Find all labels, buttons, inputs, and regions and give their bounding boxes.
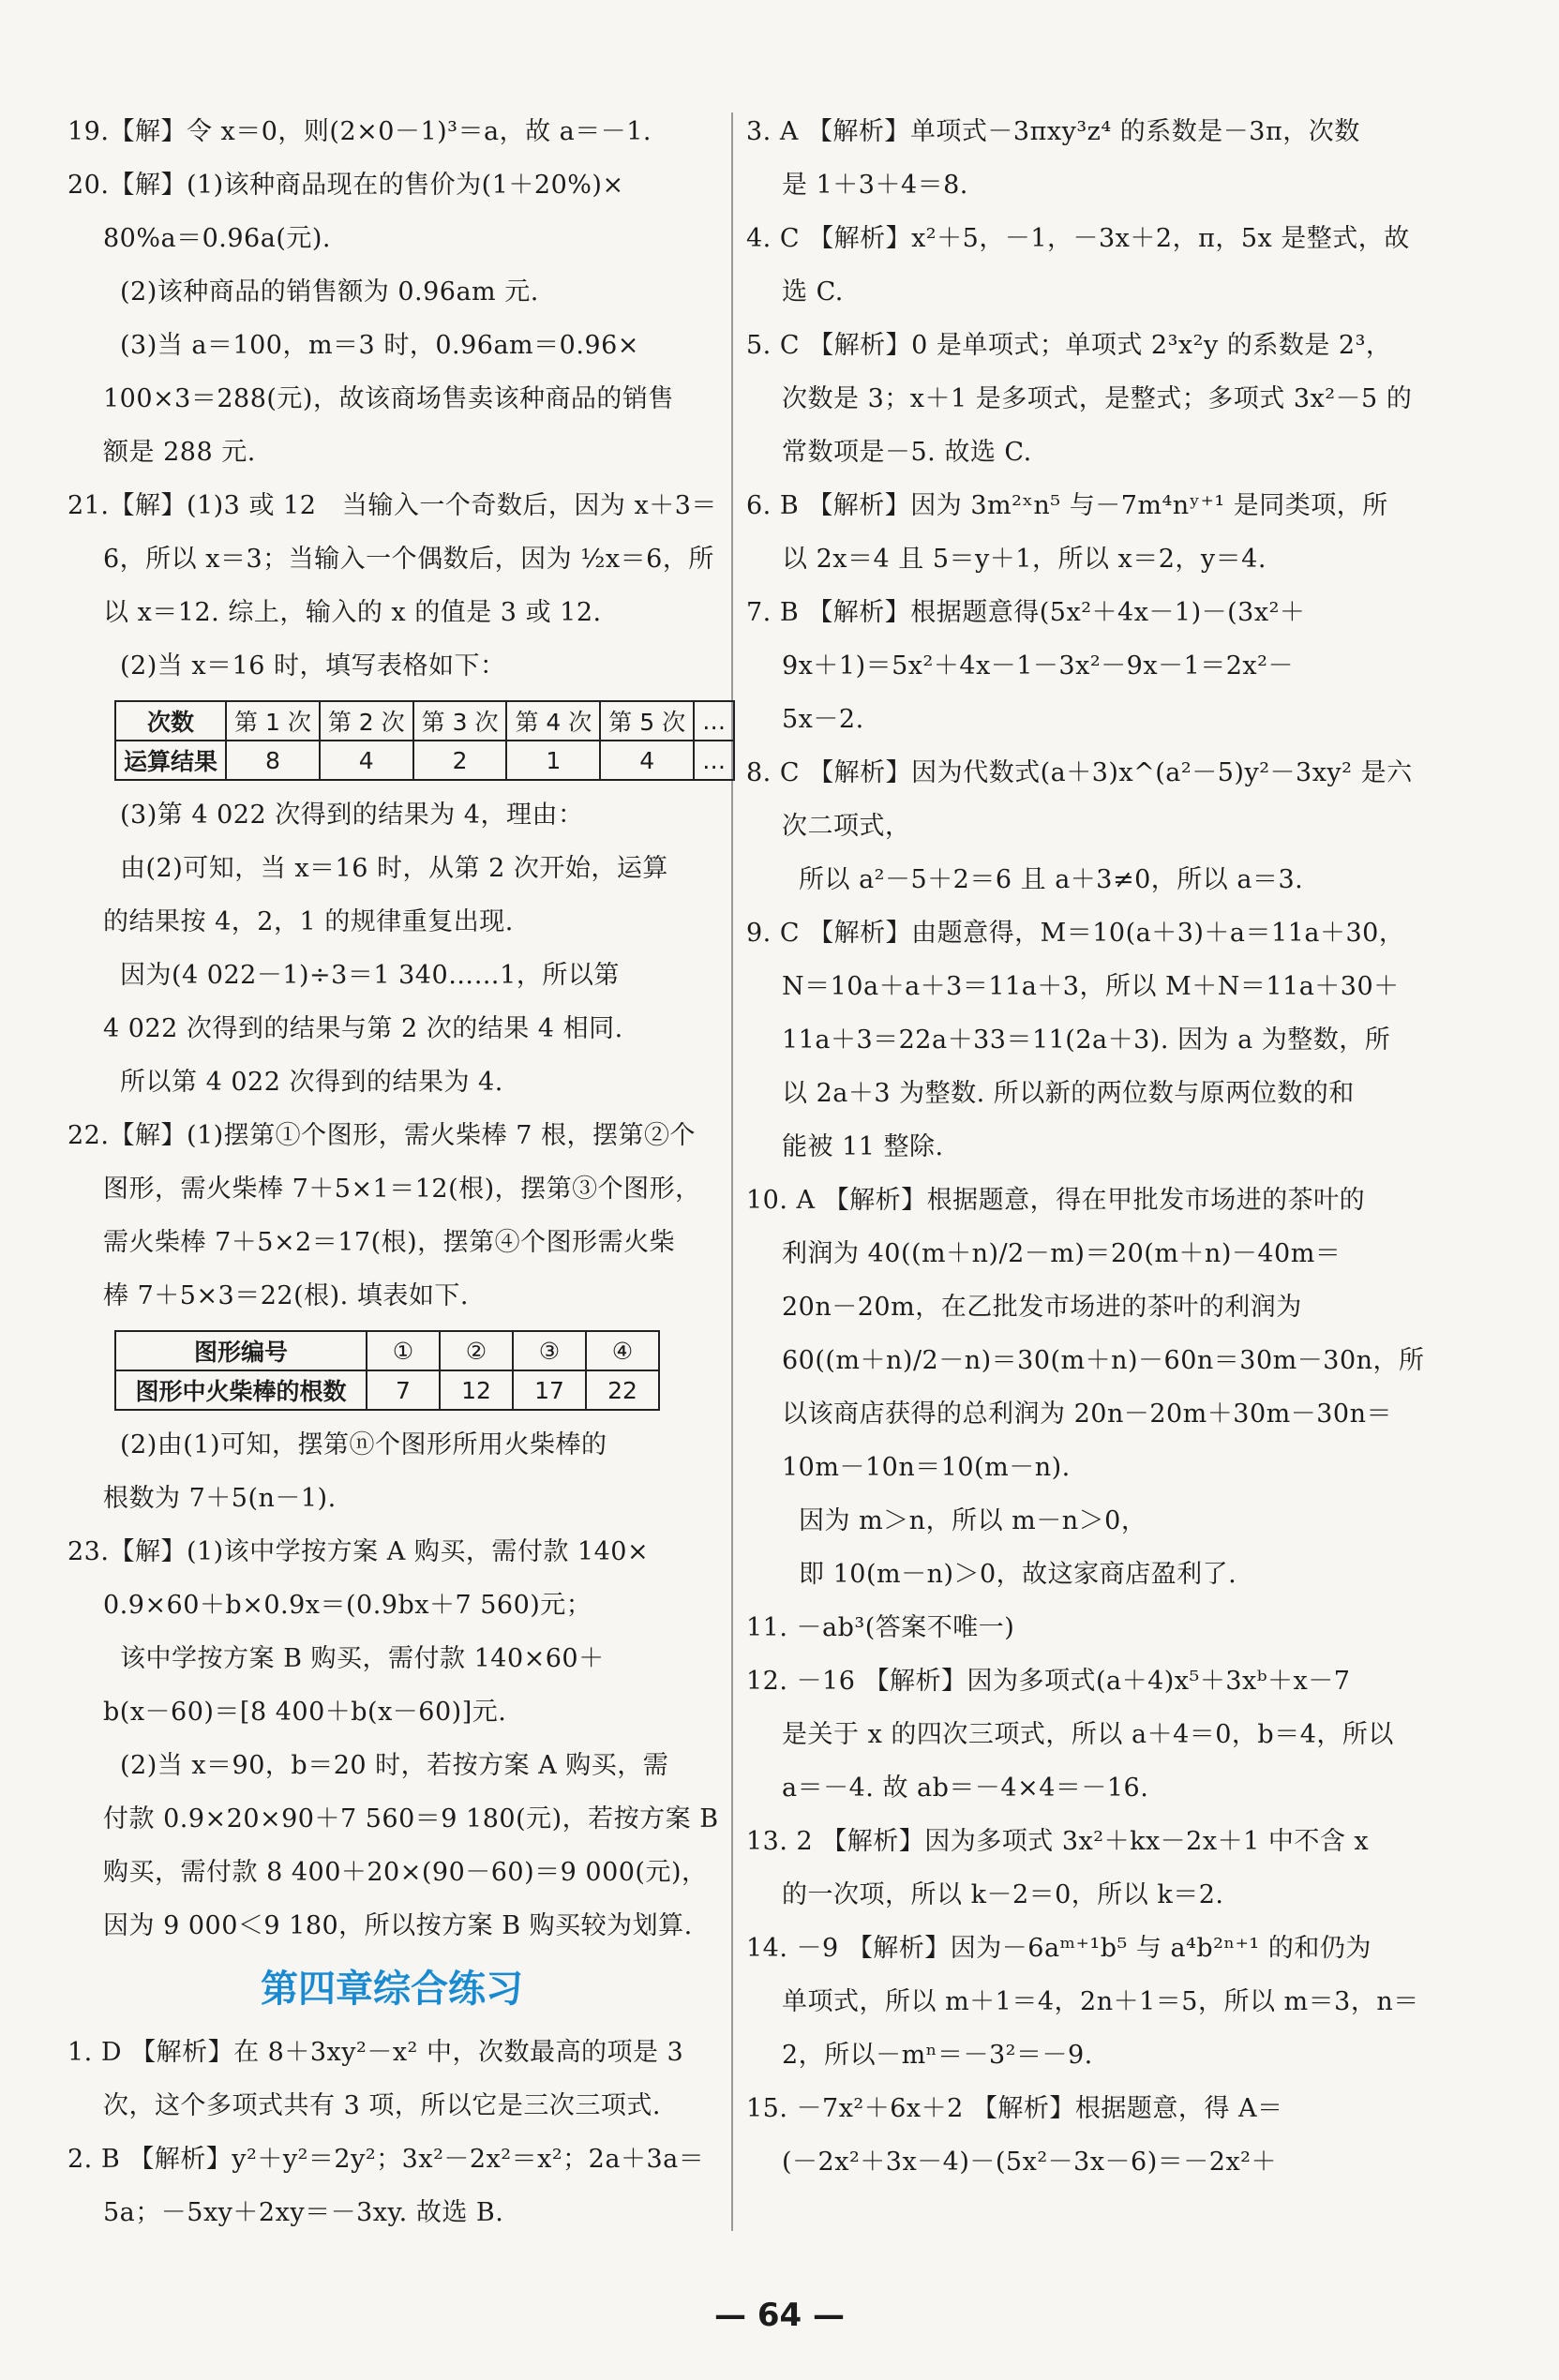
answer-9-line: 11a＋3＝22a＋33＝11(2a＋3). 因为 a 为整数，所 — [782, 1025, 1391, 1055]
table-cell: 第 2 次 — [320, 701, 413, 741]
q21-line: 的结果按 4，2，1 的规律重复出现. — [103, 907, 514, 936]
answer-8-line: 次二项式， — [782, 812, 911, 841]
answer-2-line: 2. B 【解析】y²＋y²＝2y²；3x²－2x²＝x²；2a＋3a＝ — [67, 2145, 705, 2174]
answer-3-line: 3. A 【解析】单项式－3πxy³z⁴ 的系数是－3π，次数 — [746, 117, 1360, 146]
q22-line: 22.【解】(1)摆第①个图形，需火柴棒 7 根，摆第②个 — [67, 1121, 697, 1150]
answer-6-line: 以 2x＝4 且 5＝y＋1，所以 x＝2，y＝4. — [782, 545, 1267, 574]
answer-13-line: 的一次项，所以 k－2＝0，所以 k＝2. — [782, 1880, 1224, 1909]
answer-8-line: 所以 a²－5＋2＝6 且 a＋3≠0，所以 a＝3. — [799, 865, 1304, 894]
q21-line: 所以第 4 022 次得到的结果为 4. — [120, 1068, 503, 1097]
answer-1-line: 次，这个多项式共有 3 项，所以它是三次三项式. — [103, 2091, 661, 2120]
answer-10-line: 利润为 40((m＋n)/2－m)＝20(m＋n)－40m＝ — [782, 1239, 1342, 1268]
left-column — [67, 105, 727, 2239]
q21-line: (3)第 4 022 次得到的结果为 4，理由： — [120, 801, 584, 830]
table-cell: 图形中火柴棒的根数 — [115, 1370, 367, 1410]
q19: 19.【解】令 x＝0，则(2×0－1)³＝a，故 a＝－1. — [67, 117, 652, 146]
table-cell: 4 — [600, 741, 694, 780]
answer-12-line: 是关于 x 的四次三项式，所以 a＋4＝0，b＝4，所以 — [782, 1720, 1394, 1749]
answer-4-line: 选 C. — [782, 277, 844, 307]
q22-line: 棒 7＋5×3＝22(根). 填表如下. — [103, 1281, 469, 1310]
answer-9-line: N＝10a＋a＋3＝11a＋3，所以 M＋N＝11a＋30＋ — [782, 972, 1400, 1001]
table-cell: ① — [367, 1331, 440, 1370]
answer-11-line: 11. －ab³(答案不唯一) — [746, 1613, 1015, 1642]
answer-10-line: 以该商店获得的总利润为 20n－20m＋30m－30n＝ — [782, 1400, 1392, 1429]
answer-8-line: 8. C 【解析】因为代数式(a＋3)x^(a²－5)y²－3xy² 是六 — [746, 758, 1413, 787]
answer-3-line: 是 1＋3＋4＝8. — [782, 171, 968, 200]
answer-2-line: 5a；－5xy＋2xy＝－3xy. 故选 B. — [103, 2198, 504, 2227]
answer-15-line: (－2x²＋3x－4)－(5x²－3x－6)＝－2x²＋ — [782, 2148, 1277, 2177]
table-cell: 第 5 次 — [600, 701, 694, 741]
answer-7-line: 7. B 【解析】根据题意得(5x²＋4x－1)－(3x²＋ — [746, 598, 1306, 627]
section-title: 第四章综合练习 — [261, 1968, 523, 2011]
q20-line: 100×3＝288(元)，故该商场售卖该种商品的销售 — [103, 384, 674, 413]
answer-10-line: 20n－20m，在乙批发市场进的茶叶的利润为 — [782, 1293, 1302, 1322]
answer-10-line: 即 10(m－n)＞0，故这家商店盈利了. — [799, 1560, 1237, 1589]
answer-10-line: 10m－10n＝10(m－n). — [782, 1453, 1071, 1482]
answer-14-line: 2，所以－mⁿ＝－3²＝－9. — [782, 2041, 1093, 2070]
answer-5-line: 5. C 【解析】0 是单项式；单项式 2³x²y 的系数是 2³， — [746, 331, 1392, 360]
right-column — [746, 105, 1425, 2189]
table-row — [115, 1331, 659, 1370]
q22-line: 根数为 7＋5(n－1). — [103, 1484, 337, 1513]
q20-line: 80%a＝0.96a(元). — [103, 224, 331, 253]
q20-line: 额是 288 元. — [103, 438, 256, 467]
table-cell: ④ — [586, 1331, 659, 1370]
table-cell: 22 — [586, 1370, 659, 1410]
q23-line: 购买，需付款 8 400＋20×(90－60)＝9 000(元)， — [103, 1858, 708, 1887]
q21-line: (2)当 x＝16 时，填写表格如下： — [120, 651, 506, 681]
answer-6-line: 6. B 【解析】因为 3m²ˣn⁵ 与－7m⁴nʸ⁺¹ 是同类项，所 — [746, 491, 1388, 520]
q22-line: 需火柴棒 7＋5×2＝17(根)，摆第④个图形需火柴 — [103, 1228, 676, 1257]
table-cell: 运算结果 — [115, 741, 226, 780]
q23-line: 该中学按方案 B 购买，需付款 140×60＋ — [120, 1644, 605, 1673]
table-cell: 2 — [413, 741, 507, 780]
answer-10-line: 10. A 【解析】根据题意，得在甲批发市场进的茶叶的 — [746, 1186, 1366, 1215]
answer-5-line: 常数项是－5. 故选 C. — [782, 438, 1032, 467]
table-cell: 次数 — [115, 701, 226, 741]
q20-line: (2)该种商品的销售额为 0.96am 元. — [120, 277, 539, 307]
table-cell: 图形编号 — [115, 1331, 367, 1370]
table-cell: 第 4 次 — [506, 701, 600, 741]
page-number: — 64 — — [714, 2297, 845, 2334]
table-cell: … — [694, 701, 734, 741]
answer-9-line: 能被 11 整除. — [782, 1132, 944, 1161]
table-cell: 7 — [367, 1370, 440, 1410]
answer-14-line: 14. －9 【解析】因为－6aᵐ⁺¹b⁵ 与 a⁴b²ⁿ⁺¹ 的和仍为 — [746, 1934, 1372, 1963]
table-cell: 12 — [440, 1370, 513, 1410]
table-row — [115, 1370, 659, 1410]
table-row — [115, 741, 734, 780]
q23-line: 付款 0.9×20×90＋7 560＝9 180(元)，若按方案 B — [103, 1804, 719, 1834]
table-cell: 第 3 次 — [413, 701, 507, 741]
operation-results-table — [114, 700, 735, 781]
answer-7-line: 9x＋1)＝5x²＋4x－1－3x²－9x－1＝2x²－ — [782, 651, 1294, 681]
column-divider — [731, 112, 733, 2231]
table-row — [115, 701, 734, 741]
answer-5-line: 次数是 3；x＋1 是多项式，是整式；多项式 3x²－5 的 — [782, 384, 1413, 413]
q21-line: 4 022 次得到的结果与第 2 次的结果 4 相同. — [103, 1014, 623, 1043]
answer-9-line: 以 2a＋3 为整数. 所以新的两位数与原两位数的和 — [782, 1079, 1355, 1108]
table-cell: 第 1 次 — [226, 701, 320, 741]
answer-1-line: 1. D 【解析】在 8＋3xy²－x² 中，次数最高的项是 3 — [67, 2038, 684, 2067]
table-cell: 1 — [506, 741, 600, 780]
q21-line: 因为(4 022－1)÷3＝1 340……1，所以第 — [120, 961, 620, 990]
q23-line: (2)当 x＝90，b＝20 时，若按方案 A 购买，需 — [120, 1751, 669, 1780]
table-cell: … — [694, 741, 734, 780]
q21-line: 由(2)可知，当 x＝16 时，从第 2 次开始，运算 — [120, 854, 668, 883]
q23-line: 因为 9 000＜9 180，所以按方案 B 购买较为划算. — [103, 1911, 693, 1940]
q21-line: 6，所以 x＝3；当输入一个偶数后，因为 ½x＝6，所 — [103, 545, 714, 574]
answer-7-line: 5x－2. — [782, 705, 864, 734]
table-cell: ③ — [513, 1331, 586, 1370]
table-cell: 8 — [226, 741, 320, 780]
matchstick-table — [114, 1330, 660, 1411]
answer-12-line: a＝－4. 故 ab＝－4×4＝－16. — [782, 1774, 1149, 1803]
q21-line: 21.【解】(1)3 或 12 当输入一个奇数后，因为 x＋3＝ — [67, 491, 717, 520]
answer-12-line: 12. －16 【解析】因为多项式(a＋4)x⁵＋3xᵇ＋x－7 — [746, 1667, 1351, 1696]
answer-15-line: 15. －7x²＋6x＋2 【解析】根据题意，得 A＝ — [746, 2094, 1283, 2123]
answer-14-line: 单项式，所以 m＋1＝4，2n＋1＝5，所以 m＝3，n＝ — [782, 1987, 1419, 2016]
q23-line: 0.9×60＋b×0.9x＝(0.9bx＋7 560)元； — [103, 1591, 592, 1620]
table-cell: 17 — [513, 1370, 586, 1410]
answer-10-line: 60((m＋n)/2－n)＝30(m＋n)－60n＝30m－30n，所 — [782, 1346, 1425, 1375]
answer-13-line: 13. 2 【解析】因为多项式 3x²＋kx－2x＋1 中不含 x — [746, 1827, 1370, 1856]
q23-line: b(x－60)＝[8 400＋b(x－60)]元. — [103, 1698, 507, 1727]
answer-4-line: 4. C 【解析】x²＋5，－1，－3x＋2，π，5x 是整式，故 — [746, 224, 1410, 253]
answer-10-line: 因为 m＞n，所以 m－n＞0， — [799, 1506, 1147, 1535]
q23-line: 23.【解】(1)该中学按方案 A 购买，需付款 140× — [67, 1537, 650, 1566]
q20-line: (3)当 a＝100，m＝3 时，0.96am＝0.96× — [120, 331, 639, 360]
table-cell: 4 — [320, 741, 413, 780]
answer-9-line: 9. C 【解析】由题意得，M＝10(a＋3)＋a＝11a＋30， — [746, 919, 1405, 948]
table-cell: ② — [440, 1331, 513, 1370]
q22-line: (2)由(1)可知，摆第ⓝ个图形所用火柴棒的 — [120, 1430, 607, 1459]
q22-line: 图形，需火柴棒 7＋5×1＝12(根)，摆第③个图形， — [103, 1175, 701, 1204]
q20-line: 20.【解】(1)该种商品现在的售价为(1＋20%)× — [67, 171, 624, 200]
q21-line: 以 x＝12. 综上，输入的 x 的值是 3 或 12. — [103, 598, 602, 627]
